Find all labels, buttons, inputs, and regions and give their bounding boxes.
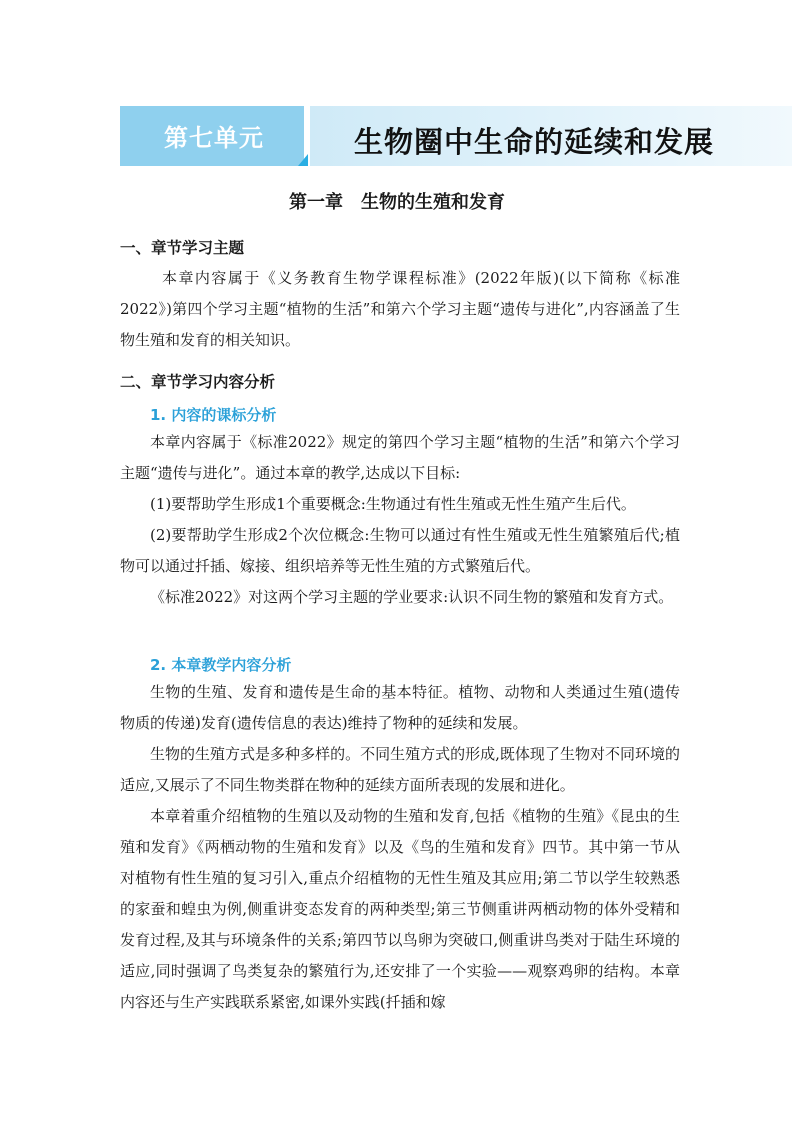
- unit-title-box: [310, 106, 792, 166]
- subsection-2-paragraph-1: 生物的生殖、发育和遗传是生命的基本特征。植物、动物和人类通过生殖(遗传物质的传递)发育(遗传信息的表达)维持了物种的延续和发展。: [120, 683, 680, 732]
- unit-label: 第七单元: [164, 124, 264, 152]
- unit-label-box: [120, 106, 304, 166]
- section-1-paragraph: 本章内容属于《义务教育生物学课程标准》(2022年版)(以下简称《标准2022》)第四个学习主题“植物的生活”和第六个学习主题“遗传与进化”,内容涵盖了生物生殖和发育的相关知识。: [120, 269, 680, 349]
- banner-notch-decoration: [298, 154, 308, 166]
- unit-title: 生物圈中生命的延续和发展: [354, 125, 715, 159]
- subsection-1-paragraph-1: 本章内容属于《标准2022》规定的第四个学习主题“植物的生活”和第六个学习主题“遗传与进化”。通过本章的教学,达成以下目标:: [120, 433, 680, 482]
- chapter-title: 第一章 生物的生殖和发育: [289, 192, 505, 213]
- subsection-2-paragraph-3: 本章着重介绍植物的生殖以及动物的生殖和发育,包括《植物的生殖》《昆虫的生殖和发育》《两栖动物的生殖和发育》以及《鸟的生殖和发育》四节。其中第一节从对植物有性生殖的复习引入,重点介绍植物的无性生殖及其应用;第二节以学生较熟悉的家蚕和蝗虫为例,侧重讲变态发育的两种类型;第三节侧重讲两栖动物的体外受精和发育过程,及其与环境条件的关系;第四节以鸟卵为突破口,侧重讲鸟类对于陆生环境的适应,同时强调了鸟类复杂的繁殖行为,还安排了一个实验——观察鸡卵的结构。本章内容还与生产实践联系紧密,如课外实践(扦插和嫁: [120, 807, 680, 1011]
- subsection-heading-1: 1. 内容的课标分析: [150, 406, 277, 424]
- subsection-1-paragraph-3: (2)要帮助学生形成2个次位概念:生物可以通过有性生殖或无性生殖繁殖后代;植物可以通过扦插、嫁接、组织培养等无性生殖的方式繁殖后代。: [120, 526, 680, 575]
- unit-banner: [120, 106, 792, 166]
- subsection-heading-2: 2. 本章教学内容分析: [150, 656, 292, 674]
- section-heading-1: 一、章节学习主题: [120, 239, 245, 257]
- subsection-2-paragraph-2: 生物的生殖方式是多种多样的。不同生殖方式的形成,既体现了生物对不同环境的适应,又展示了不同生物类群在物种的延续方面所表现的发展和进化。: [120, 745, 680, 794]
- section-heading-2: 二、章节学习内容分析: [120, 373, 276, 391]
- subsection-1-paragraph-2: (1)要帮助学生形成1个重要概念:生物通过有性生殖或无性生殖产生后代。: [150, 495, 636, 513]
- subsection-1-paragraph-4: 《标准2022》对这两个学习主题的学业要求:认识不同生物的繁殖和发育方式。: [150, 588, 674, 606]
